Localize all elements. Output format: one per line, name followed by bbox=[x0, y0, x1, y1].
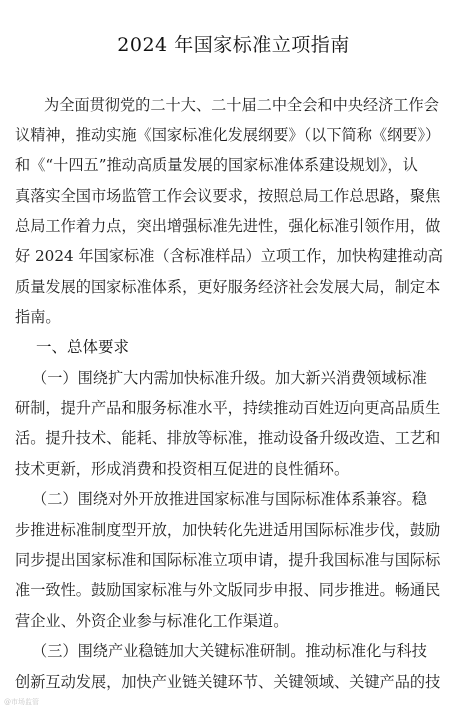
paragraph-line: （一）围绕扩大内需加快标准升级。加大新兴消费领域标准 bbox=[32, 369, 427, 387]
paragraph-line: 技术更新，形成消费和投资相互促进的良性循环。 bbox=[15, 460, 350, 478]
paragraph-line: 议精神，推动实施《国家标准化发展纲要》（以下简称《纲要》） bbox=[15, 126, 441, 144]
section-heading: 一、总体要求 bbox=[36, 338, 130, 356]
paragraph-line: 步推进标准制度型开放，加快转化先进适用国际标准步伐，鼓励 bbox=[15, 521, 441, 539]
paragraph-line: 质量发展的国家标准体系，更好服务经济社会发展大局，制定本 bbox=[15, 278, 441, 296]
paragraph-line: 指南。 bbox=[15, 308, 61, 326]
paragraph-line: 创新互动发展，加快产业链关键环节、关键领域、关键产品的技 bbox=[15, 673, 441, 691]
paragraph-line: 研制，提升产品和服务标准水平，持续推动百姓迈向更高品质生 bbox=[15, 399, 441, 417]
paragraph-line: 总局工作着力点，突出增强标准先进性，强化标准引领作用，做 bbox=[15, 217, 441, 235]
paragraph-line: 和《“十四五”推动高质量发展的国家标准体系建设规划》，认 bbox=[15, 156, 418, 174]
paragraph-line: 活。提升技术、能耗、排放等标准，推动设备升级改造、工艺和 bbox=[15, 429, 441, 447]
paragraph-line: （二）围绕对外开放推进国家标准与国际标准体系兼容。稳 bbox=[32, 490, 427, 508]
paragraph-line: 同步提出国家标准和国际标准立项申请，提升我国标准与国际标 bbox=[15, 551, 441, 569]
watermark: @市场监管 bbox=[4, 698, 39, 706]
document-title: 2024 年国家标准立项指南 bbox=[117, 34, 350, 56]
paragraph-line: 准一致性。鼓励国家标准与外文版同步申报、同步推进。畅通民 bbox=[15, 581, 441, 599]
paragraph-line: 为全面贯彻党的二十大、二十届二中全会和中央经济工作会 bbox=[44, 96, 439, 114]
paragraph-line: 真落实全国市场监管工作会议要求，按照总局工作总思路，聚焦 bbox=[15, 187, 441, 205]
paragraph-line: （三）围绕产业稳链加大关键标准研制。推动标准化与科技 bbox=[32, 642, 427, 660]
paragraph-line: 好 2024 年国家标准（含标准样品）立项工作，加快构建推动高 bbox=[15, 247, 443, 265]
paragraph-line: 营企业、外资企业参与标准化工作渠道。 bbox=[15, 612, 289, 630]
